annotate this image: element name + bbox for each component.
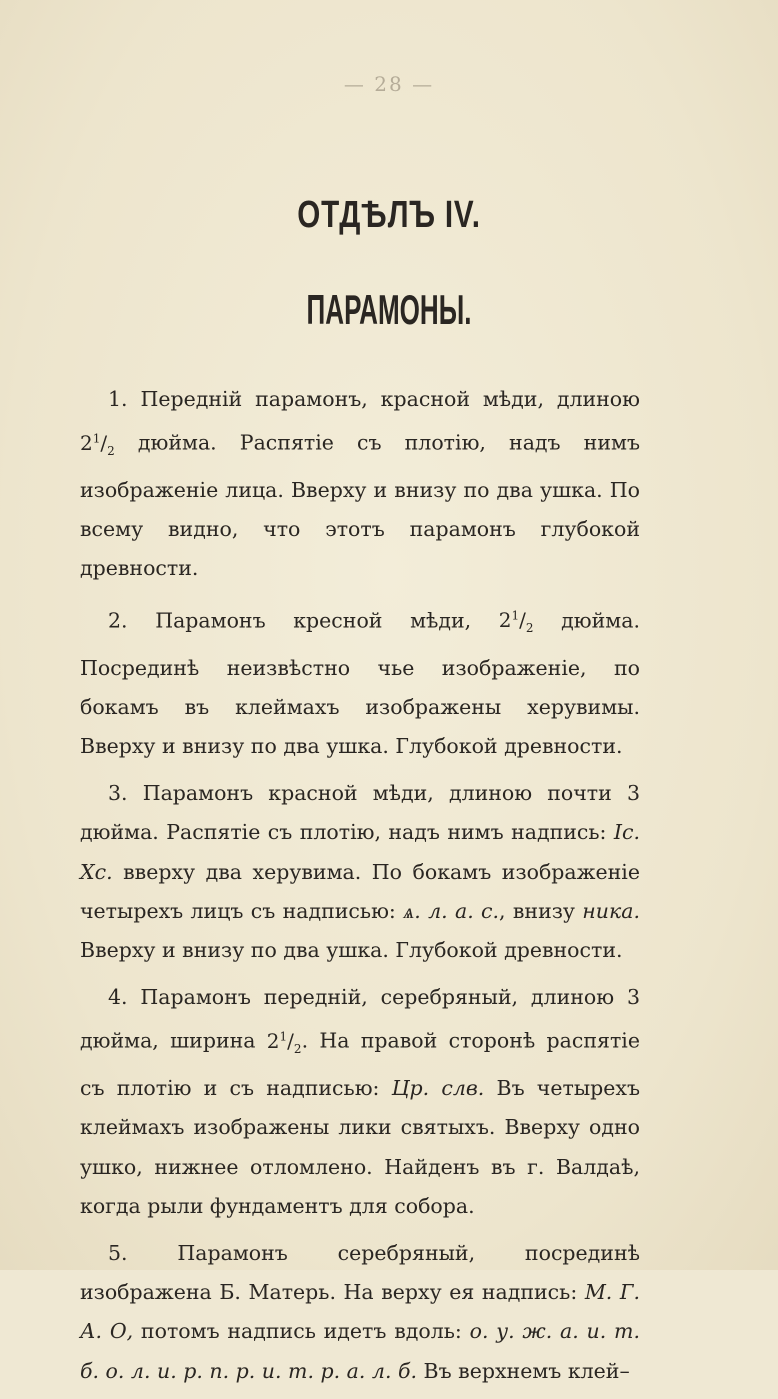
fraction [266, 1029, 302, 1057]
fraction [80, 430, 115, 458]
fraction-whole: 2 [80, 430, 93, 455]
fraction-slash: / [287, 1029, 294, 1054]
fraction-slash: / [519, 608, 526, 633]
entry-text: Парамонъ серебряный, посрединѣ изображена Б. Матерь. На верху ея надпись: [80, 1241, 640, 1305]
entry-text: дюйма. Посрединѣ неизвѣстно чье изображенiе, по бокамъ въ клеймахъ изображены херувимы. Вверху и внизу по два ушка. Глубокой древности. [80, 608, 640, 758]
entry-number: 5. [108, 1241, 128, 1266]
inscription: ѧ. л. а. с. [403, 898, 500, 923]
inscription: Iс. Хс. [80, 820, 640, 884]
entry-text: Парамонъ переднiй, серебряный, длиною 3 дюйма, ширина [80, 985, 640, 1054]
entry-paragraph-4 [80, 978, 640, 1226]
entry-text: Вверху и внизу по два ушка. Глубокой древности. [80, 937, 623, 962]
fraction-whole: 2 [498, 608, 512, 633]
entry-text: вверху два херувима. По бокамъ изображенiе четырехъ лицъ съ надписью: [80, 859, 640, 923]
fraction-denominator: 2 [107, 443, 115, 458]
entry-text: Въ верхнемъ клей– [417, 1358, 630, 1383]
fraction-denominator: 2 [293, 1042, 302, 1057]
entry-number: 4. [108, 985, 128, 1010]
entry-text: дюйма. Распятiе съ плотiю, надъ нимъ изображенiе лица. Вверху и внизу по два ушка. По всему видно, что этотъ парамонъ глубокой древности. [80, 430, 640, 581]
fraction-whole: 2 [266, 1029, 280, 1054]
fraction-slash: / [100, 430, 108, 455]
entry-paragraph-2 [80, 597, 640, 766]
entry-text: Парамонъ кресной мѣди, [155, 608, 499, 633]
fraction-numerator: 1 [511, 608, 520, 623]
entry-text: потомъ надпись идетъ вдоль: [133, 1319, 470, 1344]
entry-text: Въ четырехъ клеймахъ изображены лики святыхъ. Вверху одно ушко, нижнее отломлено. Найденъ въ г. Валдаѣ, когда рыли фундаментъ для собора. [80, 1076, 641, 1218]
body-text [80, 380, 640, 1399]
fraction-numerator: 1 [279, 1029, 288, 1044]
page-number: — 28 — [343, 72, 435, 96]
entry-number: 1. [108, 387, 128, 411]
inscription: Цр. слв. [391, 1076, 485, 1101]
entry-number: 2. [108, 608, 128, 633]
section-title: ПАРАМОНЫ. [306, 286, 472, 333]
inscription: М. Г. А. О, [80, 1280, 640, 1344]
fraction-numerator: 1 [92, 431, 101, 446]
entry-paragraph-3 [80, 774, 640, 970]
entry-text: , внизу [499, 898, 583, 923]
entry-number: 3. [108, 781, 128, 806]
entry-text: Парамонъ красной мѣди, длиною почти 3 дюйма. Распятiе съ плотiю, надъ нимъ надпись: [80, 781, 640, 845]
fraction [498, 608, 534, 636]
inscription: о. у. ж. а. и. т. б. о. л. и. р. п. р. и. т. р. а. л. б. [80, 1319, 640, 1383]
entry-paragraph-5 [80, 1234, 640, 1391]
entry-paragraph-1 [80, 380, 640, 589]
entry-text: Переднiй парамонъ, красной мѣди, длиною [140, 387, 640, 411]
section-heading: ОТДѢЛЪ IV. [297, 194, 481, 236]
entry-text: . На правой сторонѣ распятiе съ плотiю и съ надписью: [80, 1029, 640, 1101]
fraction-denominator: 2 [525, 621, 534, 636]
inscription: ника. [582, 898, 640, 923]
